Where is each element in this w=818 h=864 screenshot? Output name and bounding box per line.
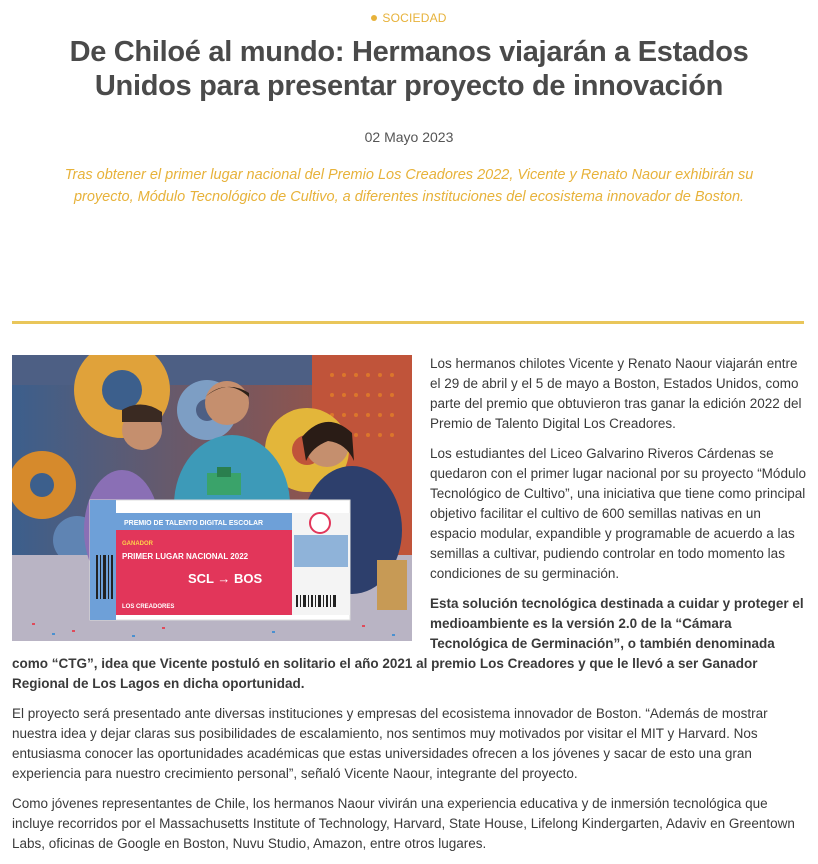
photo-illustration xyxy=(12,355,412,641)
category-dot-icon xyxy=(371,15,377,21)
ticket-logo-icon xyxy=(310,513,330,533)
category-text[interactable]: SOCIEDAD xyxy=(382,11,447,25)
article-photo xyxy=(12,355,412,641)
category-label[interactable] xyxy=(0,11,818,25)
paragraph-5: Como jóvenes representantes de Chile, los hermanos Naour vivirán una experiencia educativa y de inmersión tecnológica que incluye recorridos por el Massachusetts Institute of Technology, Harvard, State House, Lifelong Kindergarten, Adaviv en Greentown Labs, oficinas de Google en Boston, Nuvu Studio, Amazon, entre otros lugares. xyxy=(12,796,795,851)
paragraph-2: Los estudiantes del Liceo Galvarino Riveros Cárdenas se quedaron con el primer lugar nacional por su proyecto “Módulo Tecnológico de Cultivo”, una iniciativa que tiene como principal objetivo facilitar el cultivo de 600 semillas nativas en un espacio modular, expandible y programable de acuerdo a las semillas a cultivar, pudiendo controlar en todo momento las condiciones de su germinación. xyxy=(430,446,806,581)
prize-ticket xyxy=(90,500,350,620)
ticket-route: SCL → BOS xyxy=(188,571,263,586)
publish-date: 02 Mayo 2023 xyxy=(364,129,454,145)
ticket-header: PREMIO DE TALENTO DIGITAL ESCOLAR xyxy=(124,520,264,527)
paragraph-3: Esta solución tecnológica destinada a cuidar y proteger el medioambiente es la versión 2.0 de la “Cámara Tecnológica de Germinación”, o también denominada como “CTG”, idea que Vicente postuló en solitario el año 2021 al premio Los Creadores y que le llevó a ser Ganador Regional de Los Lagos en dicha oportunidad. xyxy=(12,596,804,691)
section-divider xyxy=(12,321,804,324)
ticket-place: PRIMER LUGAR NACIONAL 2022 xyxy=(122,552,249,561)
article-lead: Tras obtener el primer lugar nacional del Premio Los Creadores 2022, Vicente y Renato Naour exhibirán su proyecto, Módulo Tecnológico de Cultivo, a diferentes instituciones del ecosistema innovador de Boston. xyxy=(64,167,754,205)
ticket-brand: LOS CREADORES xyxy=(122,604,175,610)
article-title: De Chiloé al mundo: Hermanos viajarán a Estados Unidos para presentar proyecto de innovación xyxy=(69,36,749,102)
article-body xyxy=(12,354,806,864)
paragraph-1: Los hermanos chilotes Vicente y Renato Naour viajarán entre el 29 de abril y el 5 de mayo a Boston, Estados Unidos, como parte del premio que obtuvieron tras ganar la edición 2022 del Premio de Talento Digital Los Creadores. xyxy=(430,356,802,431)
ticket-winner-label: GANADOR xyxy=(122,541,153,547)
paragraph-4: El proyecto será presentado ante diversas instituciones y empresas del ecosistema innovador de Boston. “Además de mostrar nuestra idea y dejar claras sus posibilidades de escalamiento, nos sentimos muy motivados por visitar el MIT y Harvard. Nos entusiasma conocer las oportunidades académicas que estas universidades ofrecen a los jóvenes y sacar de esto una gran experiencia para nuestro crecimiento personal”, señaló Vicente Naour, integrante del proyecto. xyxy=(12,706,768,781)
